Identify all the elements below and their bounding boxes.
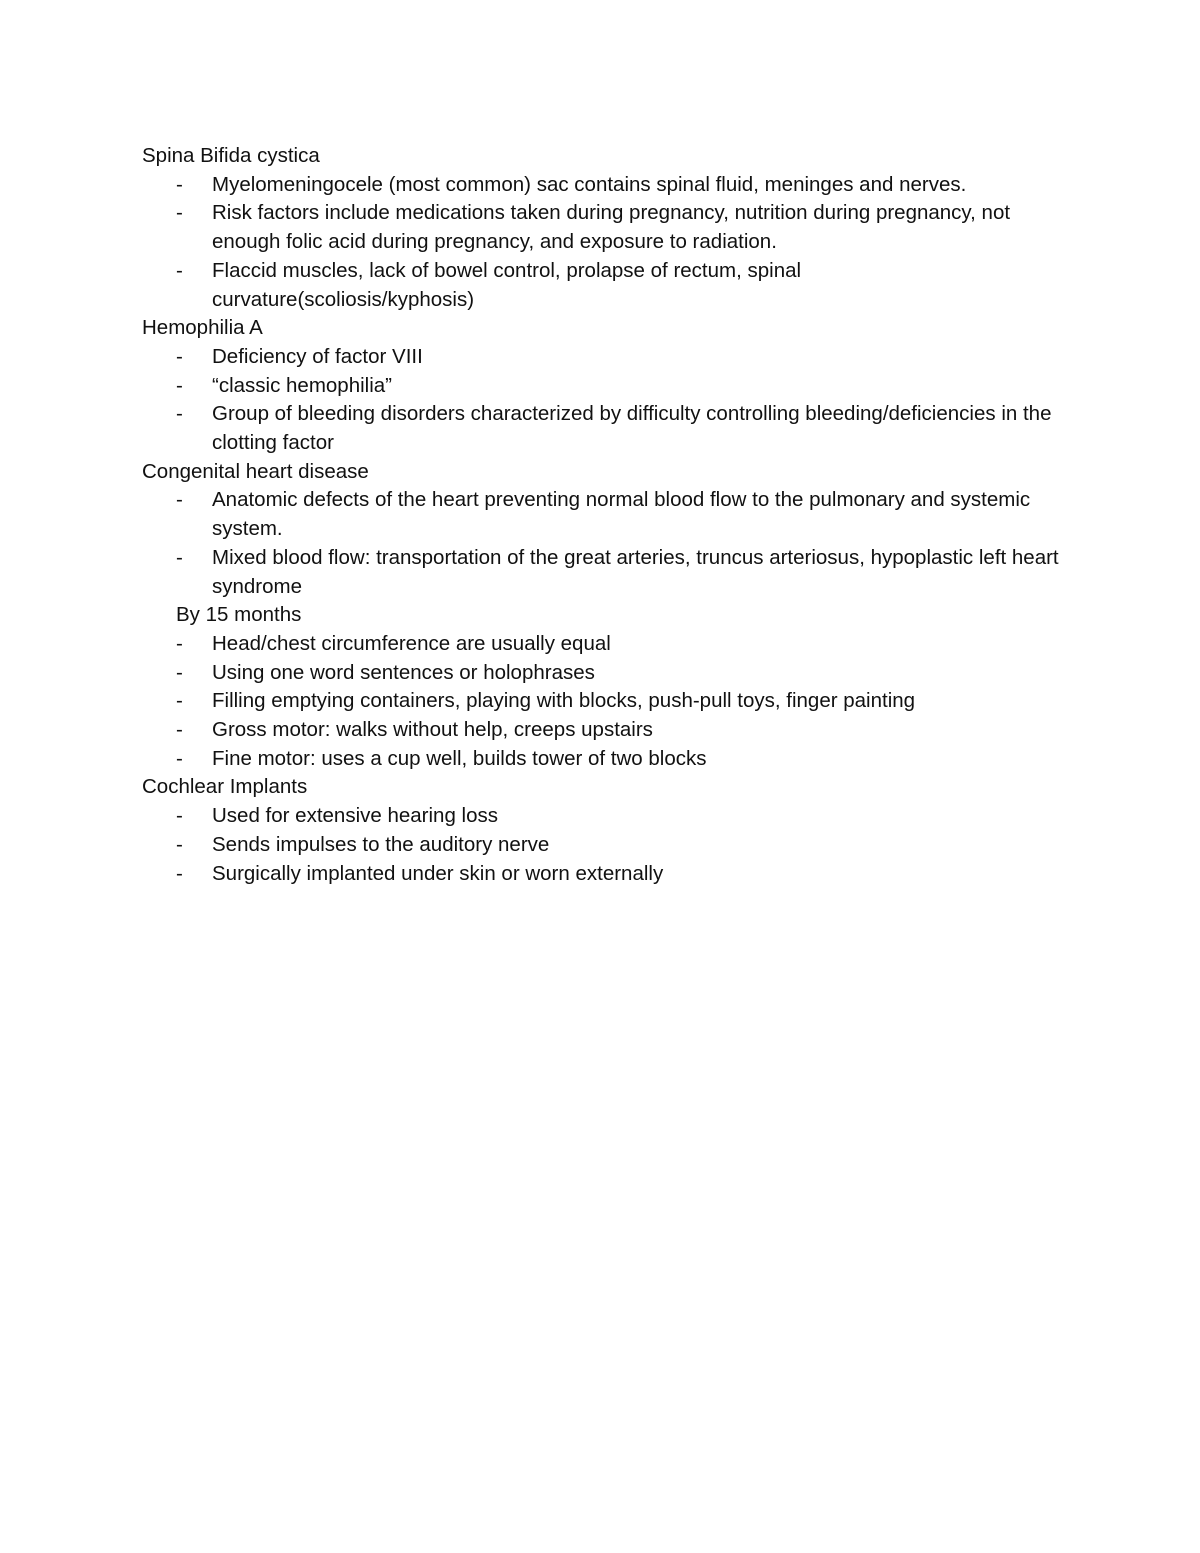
- list-item-text: Myelomeningocele (most common) sac contains spinal fluid, meninges and nerves.: [212, 172, 967, 196]
- section-heading: Cochlear Implants: [142, 775, 308, 799]
- list-item: [142, 400, 1062, 457]
- list-item-text: Mixed blood flow: transportation of the great arteries, truncus arteriosus, hypoplastic left heart syndrome: [212, 545, 1059, 598]
- section-cochlear-implants: [142, 773, 1062, 888]
- list-item: [142, 687, 1062, 716]
- bullet-dash: -: [176, 861, 183, 885]
- section-congenital-heart-disease: [142, 458, 1062, 602]
- list-item-text: Sends impulses to the auditory nerve: [212, 832, 550, 856]
- list-item-text: Fine motor: uses a cup well, builds tower of two blocks: [212, 746, 707, 770]
- section-spina-bifida: [142, 142, 1062, 314]
- bullet-dash: -: [176, 832, 183, 856]
- list-item-text: Group of bleeding disorders characterized by difficulty controlling bleeding/deficiencies in the clotting factor: [212, 402, 1052, 455]
- list-item: [142, 171, 1062, 200]
- bullet-dash: -: [176, 258, 183, 282]
- list-item-text: Head/chest circumference are usually equal: [212, 631, 611, 655]
- list-item: [142, 745, 1062, 774]
- list-item: [142, 343, 1062, 372]
- list-item: [142, 860, 1062, 889]
- bullet-dash: -: [176, 718, 183, 742]
- section-hemophilia-a: [142, 314, 1062, 458]
- list-item: [142, 659, 1062, 688]
- section-heading: Hemophilia A: [142, 316, 263, 340]
- document-body: [142, 142, 1062, 888]
- list-item: [142, 716, 1062, 745]
- list-item-text: Surgically implanted under skin or worn externally: [212, 861, 664, 885]
- bullet-dash: -: [176, 488, 183, 512]
- bullet-dash: -: [176, 344, 183, 368]
- bullet-dash: -: [176, 689, 183, 713]
- list-item: [142, 630, 1062, 659]
- bullet-list: [142, 343, 1062, 458]
- bullet-list: [142, 486, 1062, 601]
- list-item-text: Flaccid muscles, lack of bowel control, prolapse of rectum, spinal curvature(scoliosis/kyphosis): [212, 258, 802, 311]
- bullet-dash: -: [176, 660, 183, 684]
- bullet-dash: -: [176, 373, 183, 397]
- bullet-dash: -: [176, 545, 183, 569]
- list-item: [142, 544, 1062, 601]
- list-item-text: Deficiency of factor VIII: [212, 344, 423, 368]
- list-item: [142, 257, 1062, 314]
- bullet-dash: -: [176, 402, 183, 426]
- list-item: [142, 831, 1062, 860]
- list-item-text: Anatomic defects of the heart preventing normal blood flow to the pulmonary and systemic system.: [212, 488, 1031, 541]
- list-item: [142, 486, 1062, 543]
- bullet-dash: -: [176, 172, 183, 196]
- section-by-15-months: [142, 601, 1062, 773]
- list-item-text: Filling emptying containers, playing with blocks, push-pull toys, finger painting: [212, 689, 916, 713]
- list-item-text: Using one word sentences or holophrases: [212, 660, 595, 684]
- list-item-text: Gross motor: walks without help, creeps upstairs: [212, 718, 653, 742]
- bullet-list: [142, 802, 1062, 888]
- bullet-dash: -: [176, 201, 183, 225]
- list-item: [142, 199, 1062, 256]
- list-item: [142, 372, 1062, 401]
- bullet-dash: -: [176, 631, 183, 655]
- list-item-text: Used for extensive hearing loss: [212, 804, 499, 828]
- section-heading: Congenital heart disease: [142, 459, 369, 483]
- bullet-dash: -: [176, 804, 183, 828]
- section-heading: Spina Bifida cystica: [142, 144, 320, 167]
- bullet-list: [142, 630, 1062, 774]
- list-item: [142, 802, 1062, 831]
- section-heading: By 15 months: [176, 603, 302, 627]
- list-item-text: “classic hemophilia”: [212, 373, 393, 397]
- bullet-dash: -: [176, 746, 183, 770]
- bullet-list: [142, 171, 1062, 315]
- list-item-text: Risk factors include medications taken during pregnancy, nutrition during pregnancy, not enough folic acid during pregnancy, and exposure to radiation.: [212, 201, 1011, 254]
